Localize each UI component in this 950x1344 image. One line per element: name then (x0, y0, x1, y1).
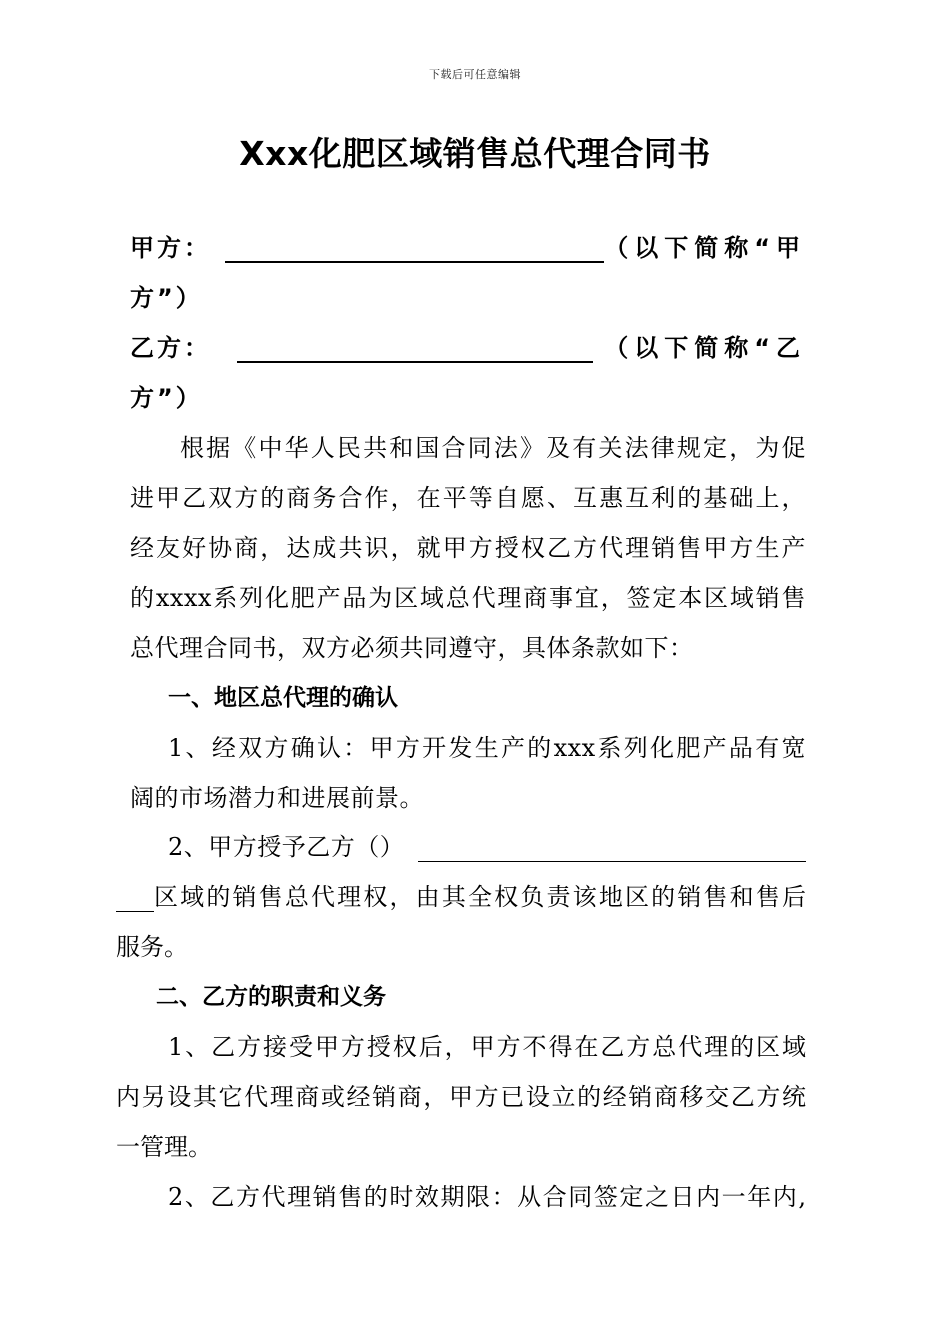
clause-line (168, 832, 806, 862)
clause-line: 2、乙方代理销售的时效期限：从合同签定之日内一年内, (168, 1183, 806, 1211)
party-a-suffix-end: 方”） (130, 284, 203, 312)
clause-line: 1、经双方确认：甲方开发生产的xxx系列化肥产品有宽 (168, 734, 806, 762)
intro-line: 经友好协商，达成共识，就甲方授权乙方代理销售甲方生产 (130, 534, 806, 562)
clause-line: 1、乙方接受甲方授权后，甲方不得在乙方总代理的区域 (168, 1033, 806, 1061)
region-blank-continued[interactable] (116, 887, 154, 912)
party-a-label: 甲方： (130, 234, 211, 262)
clause-line: 服务。 (116, 933, 188, 961)
clause-line: 阔的市场潜力和进展前景。 (130, 784, 424, 812)
intro-line: 总代理合同书，双方必须共同遵守，具体条款如下： (130, 634, 694, 662)
intro-line: 根据《中华人民共和国合同法》及有关法律规定，为促 (180, 434, 806, 462)
intro-line: 进甲乙双方的商务合作，在平等自愿、互惠互利的基础上， (130, 484, 806, 512)
party-b-suffix: （以下简称“乙 (604, 334, 806, 362)
party-b-blank[interactable] (237, 335, 593, 363)
intro-line: 的xxxx系列化肥产品为区域总代理商事宜，签定本区域销售 (130, 584, 806, 612)
region-blank[interactable] (418, 837, 806, 862)
party-a-blank[interactable] (225, 235, 604, 263)
party-a-line (130, 233, 806, 263)
section-heading: 二、乙方的职责和义务 (156, 984, 386, 1010)
clause-line: 一管理。 (116, 1133, 212, 1161)
clause-text: 区域的销售总代理权，由其全权负责该地区的销售和售后 (154, 883, 806, 911)
party-b-label: 乙方： (130, 334, 211, 362)
party-a-suffix: （以下简称“甲 (604, 234, 806, 262)
party-b-suffix-end: 方”） (130, 384, 203, 412)
clause-line (116, 882, 806, 912)
page-header: 下载后可任意编辑 (429, 68, 521, 81)
clause-text: 2、甲方授予乙方（） (168, 833, 405, 861)
document-title: Xxx化肥区域销售总代理合同书 (239, 134, 711, 173)
section-heading: 一、地区总代理的确认 (168, 685, 398, 711)
party-b-line (130, 333, 806, 363)
clause-line: 内另设其它代理商或经销商，甲方已设立的经销商移交乙方统 (116, 1083, 806, 1111)
